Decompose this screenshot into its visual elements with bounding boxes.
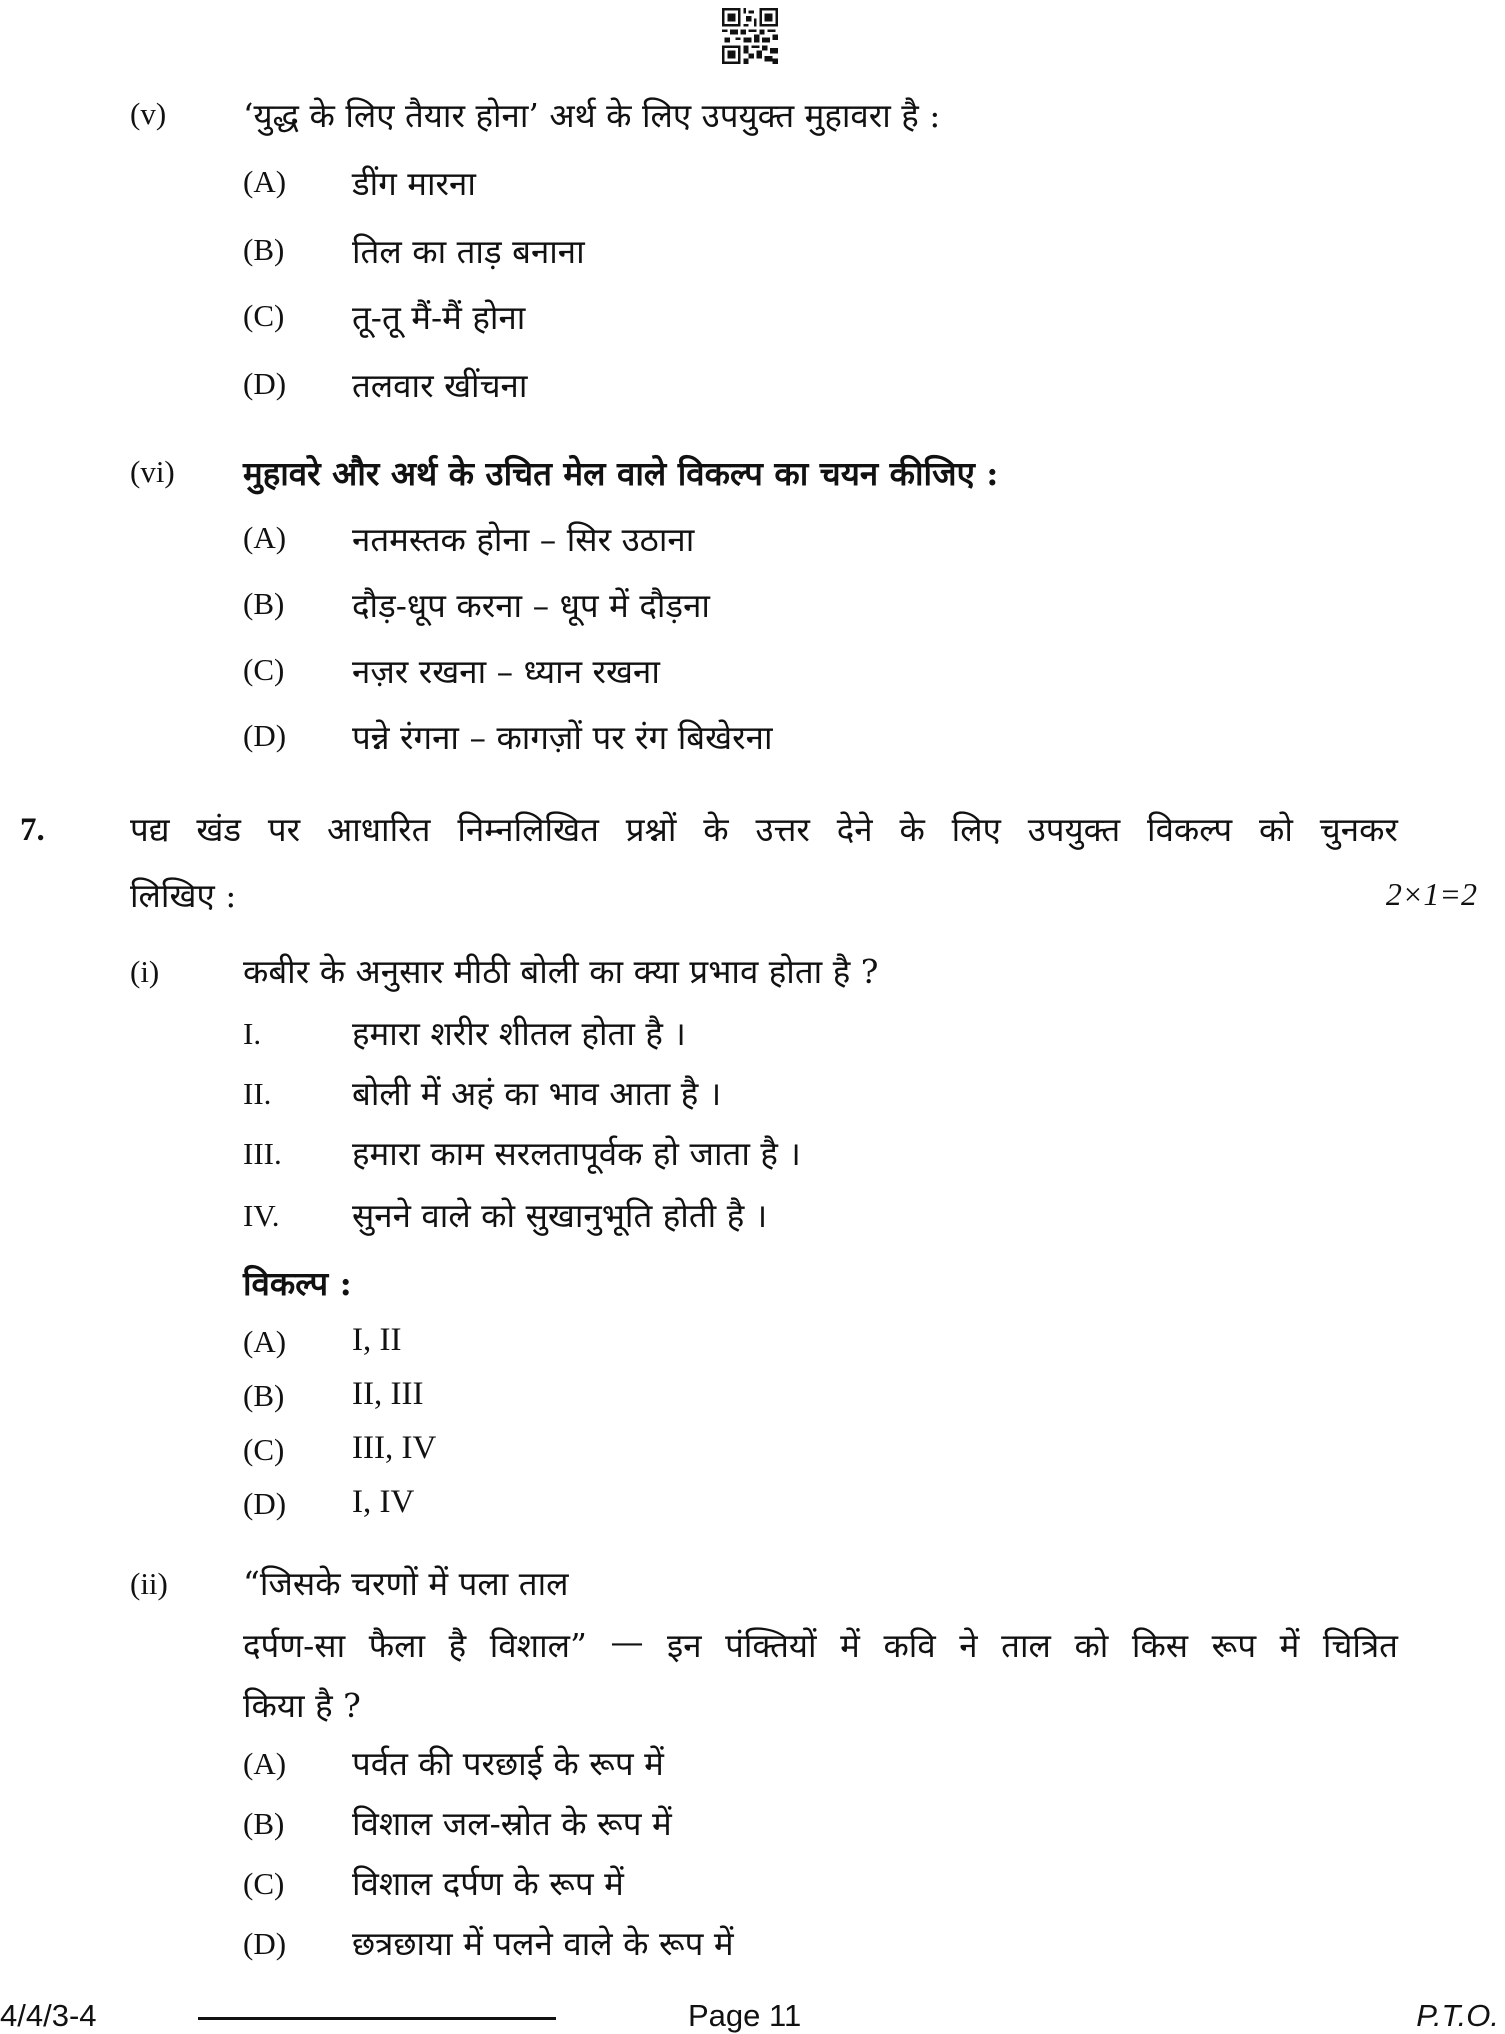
option-label: (D) — [243, 1926, 287, 1961]
word: खंड — [196, 810, 242, 849]
option-label: (B) — [243, 232, 285, 267]
word: ताल — [1001, 1626, 1051, 1665]
word: आधारित — [327, 810, 431, 849]
word: उत्तर — [755, 810, 810, 849]
option-label: (A) — [243, 164, 287, 199]
option-text: नज़र रखना – ध्यान रखना — [352, 652, 660, 691]
option-label: (C) — [243, 298, 285, 333]
word: इन — [667, 1626, 702, 1665]
question-text: कबीर के अनुसार मीठी बोली का क्या प्रभाव होता है ? — [243, 952, 879, 991]
word: में — [1279, 1626, 1300, 1665]
marks: 2×1=2 — [1385, 876, 1477, 912]
word: में — [840, 1626, 860, 1665]
word: पर — [267, 810, 301, 849]
statement-text: बोली में अहं का भाव आता है । — [352, 1074, 722, 1113]
statement-label: II. — [243, 1076, 272, 1111]
statement-label: IV. — [243, 1198, 280, 1233]
question-number: (vi) — [130, 454, 175, 489]
option-label: (C) — [243, 1432, 285, 1467]
pto-label: P.T.O. — [1416, 1998, 1499, 2033]
question-text-line-3: किया है ? — [243, 1686, 361, 1725]
option-text: तलवार खींचना — [352, 366, 528, 405]
word: लिए — [951, 810, 1001, 849]
option-text: पन्ने रंगना – कागज़ों पर रंग बिखेरना — [352, 718, 773, 757]
word: — — [610, 1622, 644, 1661]
option-text: तिल का ताड़ बनाना — [352, 232, 585, 271]
option-text: नतमस्तक होना – सिर उठाना — [352, 520, 695, 559]
word: को — [1259, 810, 1293, 849]
option-text: विशाल दर्पण के रूप में — [352, 1864, 624, 1903]
option-label: (D) — [243, 366, 287, 401]
option-text: विशाल जल-स्रोत के रूप में — [352, 1804, 672, 1843]
qr-code-icon — [722, 8, 778, 64]
word: कवि — [883, 1626, 936, 1665]
word: दर्पण-सा — [243, 1626, 346, 1665]
word: विकल्प — [1147, 810, 1233, 849]
word: के — [703, 810, 729, 849]
option-text: II, III — [352, 1376, 424, 1412]
word: के — [899, 810, 925, 849]
word: पंक्तियों — [725, 1626, 817, 1665]
question-text: ‘युद्ध के लिए तैयार होना’ अर्थ के लिए उपयुक्त मुहावरा है : — [243, 96, 941, 135]
word: रूप — [1211, 1626, 1257, 1665]
question-number: (v) — [130, 96, 167, 131]
word: को — [1074, 1626, 1109, 1665]
word: ने — [959, 1626, 978, 1665]
word: विशाल” — [489, 1626, 587, 1665]
word: देने — [836, 810, 873, 849]
statement-text: हमारा शरीर शीतल होता है । — [352, 1014, 686, 1053]
paper-code: 4/4/3-4 — [0, 1998, 97, 2033]
option-text: पर्वत की परछाई के रूप में — [352, 1744, 664, 1783]
option-label: (B) — [243, 1806, 285, 1841]
statement-label: III. — [243, 1136, 282, 1171]
question-number: 7. — [20, 812, 45, 848]
option-label: (C) — [243, 652, 285, 687]
question-text: मुहावरे और अर्थ के उचित मेल वाले विकल्प का चयन कीजिए : — [243, 454, 999, 493]
word: है — [448, 1626, 467, 1665]
option-label: (B) — [243, 1378, 285, 1413]
option-label: (D) — [243, 718, 287, 753]
statement-text: सुनने वाले को सुखानुभूति होती है । — [352, 1196, 768, 1235]
word: प्रश्नों — [625, 810, 677, 849]
statement-label: I. — [243, 1016, 262, 1051]
word: किस — [1131, 1626, 1189, 1665]
option-text: दौड़-धूप करना – धूप में दौड़ना — [352, 586, 710, 625]
question-number: (i) — [130, 954, 160, 989]
question-text-line-2 — [243, 1622, 1398, 1667]
option-text: III, IV — [352, 1430, 437, 1466]
option-label: (A) — [243, 1746, 287, 1781]
option-label: (B) — [243, 586, 285, 621]
option-label: (D) — [243, 1486, 287, 1521]
question-text-line-1: “जिसके चरणों में पला ताल — [243, 1564, 569, 1603]
option-label: (C) — [243, 1866, 285, 1901]
word: चित्रित — [1322, 1626, 1398, 1665]
statement-text: हमारा काम सरलतापूर्वक हो जाता है । — [352, 1134, 801, 1173]
question-number: (ii) — [130, 1566, 168, 1601]
option-text: छत्रछाया में पलने वाले के रूप में — [352, 1924, 734, 1963]
word: चुनकर — [1319, 810, 1398, 849]
option-text: तू-तू मैं-मैं होना — [352, 298, 526, 337]
word: फैला — [368, 1626, 426, 1665]
footer-rule — [198, 2017, 556, 2020]
option-label: (A) — [243, 1324, 287, 1359]
option-label: (A) — [243, 520, 287, 555]
option-text: I, IV — [352, 1484, 415, 1520]
option-text: डींग मारना — [352, 164, 476, 203]
question-text-line-2: लिखिए : — [130, 876, 237, 915]
option-text: I, II — [352, 1322, 402, 1358]
question-text-line-1 — [130, 806, 1398, 851]
word: निम्नलिखित — [457, 810, 599, 849]
options-heading: विकल्प : — [243, 1264, 352, 1303]
page-number: Page 11 — [688, 1998, 802, 2033]
word: पद्य — [130, 810, 170, 849]
word: उपयुक्त — [1027, 810, 1121, 849]
